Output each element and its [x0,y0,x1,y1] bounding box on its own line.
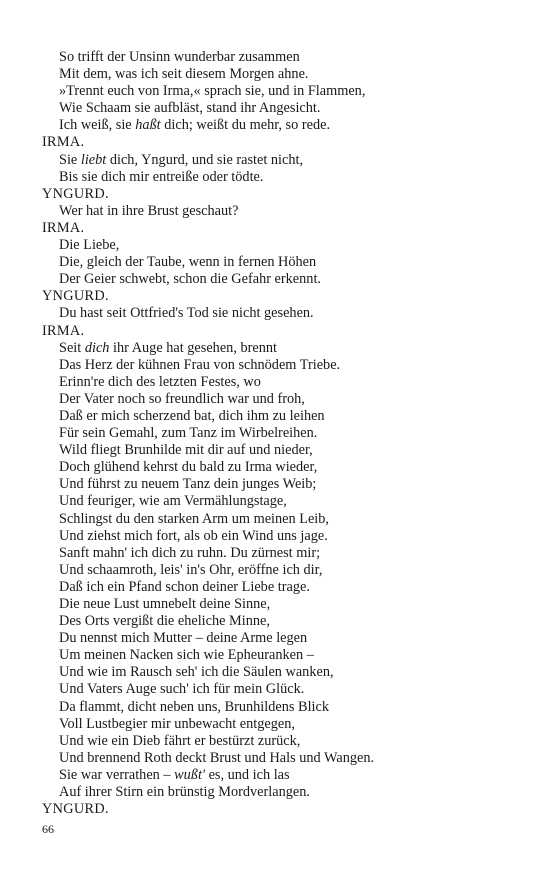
verse-line [42,357,522,374]
verse-line [42,374,522,391]
line-text: So trifft der Unsinn wunderbar zusammen [59,49,300,65]
verse-line [42,511,522,528]
verse-line [42,117,522,134]
line-text: IRMA. [42,219,85,236]
line-text: »Trennt euch von Irma,« sprach sie, und in Flammen, [59,83,366,100]
emphasized-word: liebt [80,151,107,168]
line-text: Die Liebe, [59,237,120,254]
line-text: Der Vater noch so freundlich war und froh, [59,390,305,407]
verse-line [42,733,522,750]
verse-line [42,425,522,442]
verse-line [42,664,522,681]
verse-line [42,476,522,493]
speaker-name [42,220,522,237]
emphasized-word: wußt' [174,766,205,783]
line-text: Sanft mahn' ich dich zu ruhn. Du zürnest mir; [59,544,321,561]
speaker-name [42,323,522,340]
verse-line [42,528,522,545]
verse-line [42,716,522,733]
verse-line [42,237,522,254]
verse-line [42,699,522,716]
line-text: ihr Auge hat gesehen, brennt [109,339,277,356]
verse-line [42,203,522,220]
verse-line [42,750,522,767]
line-text: Und schaamroth, leis' in's Ohr, eröffne ich dir, [59,561,323,578]
line-text: Schlingst du den starken Arm um meinen Leib, [59,510,330,527]
verse-line [42,83,522,100]
emphasized-word: dich [84,339,110,356]
speaker-name [42,288,522,305]
verse-line [42,169,522,186]
verse-line [42,681,522,698]
verse-line [42,630,522,647]
line-text: Um meinen Nacken sich wie Epheuranken – [59,647,314,664]
line-text: Und Vaters Auge such' ich für mein Glück. [59,681,305,698]
line-text: Erinn're dich des letzten Festes, wo [59,373,261,390]
line-text: dich; weißt du mehr, so rede. [160,117,331,134]
verse-line [42,100,522,117]
verse-line [42,271,522,288]
verse-line [42,767,522,784]
line-text: Ich weiß, sie [59,117,136,134]
line-text: Der Geier schwebt, schon die Gefahr erkennt. [59,271,322,288]
emphasized-word: haßt [135,117,161,134]
line-text: Voll Lustbegier mir unbewacht entgegen, [59,715,295,732]
line-text: Du nennst mich Mutter – deine Arme legen [59,630,308,647]
line-text: Wie Schaam sie aufbläst, stand ihr Angesicht. [59,100,321,117]
line-text: Und ziehst mich fort, als ob ein Wind uns jage. [59,527,328,544]
verse-line [42,442,522,459]
line-text: Die, gleich der Taube, wenn in fernen Höhen [59,254,317,271]
line-text: Und wie ein Dieb fährt er bestürzt zurück, [59,732,301,749]
line-text: Die neue Lust umnebelt deine Sinne, [59,596,271,612]
line-text: IRMA. [42,134,85,151]
drama-text [42,49,522,818]
line-text: Auf ihrer Stirn ein brünstig Mordverlangen. [59,784,310,801]
line-text: dich, Yngurd, und sie rastet nicht, [106,151,304,168]
line-text: Mit dem, was ich seit diesem Morgen ahne. [59,66,309,83]
line-text: Daß ich ein Pfand schon deiner Liebe trage. [59,578,310,595]
line-text: Daß er mich scherzend bat, dich ihm zu leihen [59,407,325,424]
line-text: Wild fliegt Brunhilde mit dir auf und nieder, [59,442,313,459]
verse-line [42,647,522,664]
verse-line [42,493,522,510]
speaker-name [42,801,522,818]
line-text: Für sein Gemahl, zum Tanz im Wirbelreihen. [59,425,318,442]
line-text: es, und ich las [205,766,290,783]
verse-line [42,391,522,408]
speaker-name [42,186,522,203]
verse-line [42,66,522,83]
verse-line [42,596,522,613]
verse-line [42,152,522,169]
line-text: Das Herz der kühnen Frau von schnödem Triebe. [59,356,341,373]
line-text: YNGURD. [42,185,109,202]
verse-line [42,579,522,596]
line-text: IRMA. [42,322,85,339]
verse-line [42,49,522,66]
line-text: Und brennend Roth deckt Brust und Hals und Wangen. [59,749,375,766]
line-text: YNGURD. [42,288,109,305]
verse-line [42,408,522,425]
verse-line [42,784,522,801]
line-text: Seit [59,339,85,356]
line-text: Sie war verrathen – [59,766,175,783]
line-text: Und feuriger, wie am Vermählungstage, [59,493,287,510]
speaker-name [42,134,522,151]
verse-line [42,305,522,322]
verse-line [42,254,522,271]
verse-line [42,340,522,357]
line-text: Du hast seit Ottfried's Tod sie nicht gesehen. [59,305,314,322]
verse-line [42,613,522,630]
line-text: Da flammt, dicht neben uns, Brunhildens Blick [59,698,330,715]
line-text: Doch glühend kehrst du bald zu Irma wieder, [59,459,318,476]
line-text: Sie [59,151,81,168]
line-text: Bis sie dich mir entreiße oder tödte. [59,168,264,185]
line-text: YNGURD. [42,801,109,818]
line-text: Wer hat in ihre Brust geschaut? [59,202,239,219]
verse-line [42,545,522,562]
page-number: 66 [42,822,54,836]
line-text: Des Orts vergißt die eheliche Minne, [59,613,270,630]
line-text: Und wie im Rausch seh' ich die Säulen wanken, [59,664,334,681]
line-text: Und führst zu neuem Tanz dein junges Weib; [59,476,317,493]
verse-line [42,562,522,579]
verse-line [42,459,522,476]
